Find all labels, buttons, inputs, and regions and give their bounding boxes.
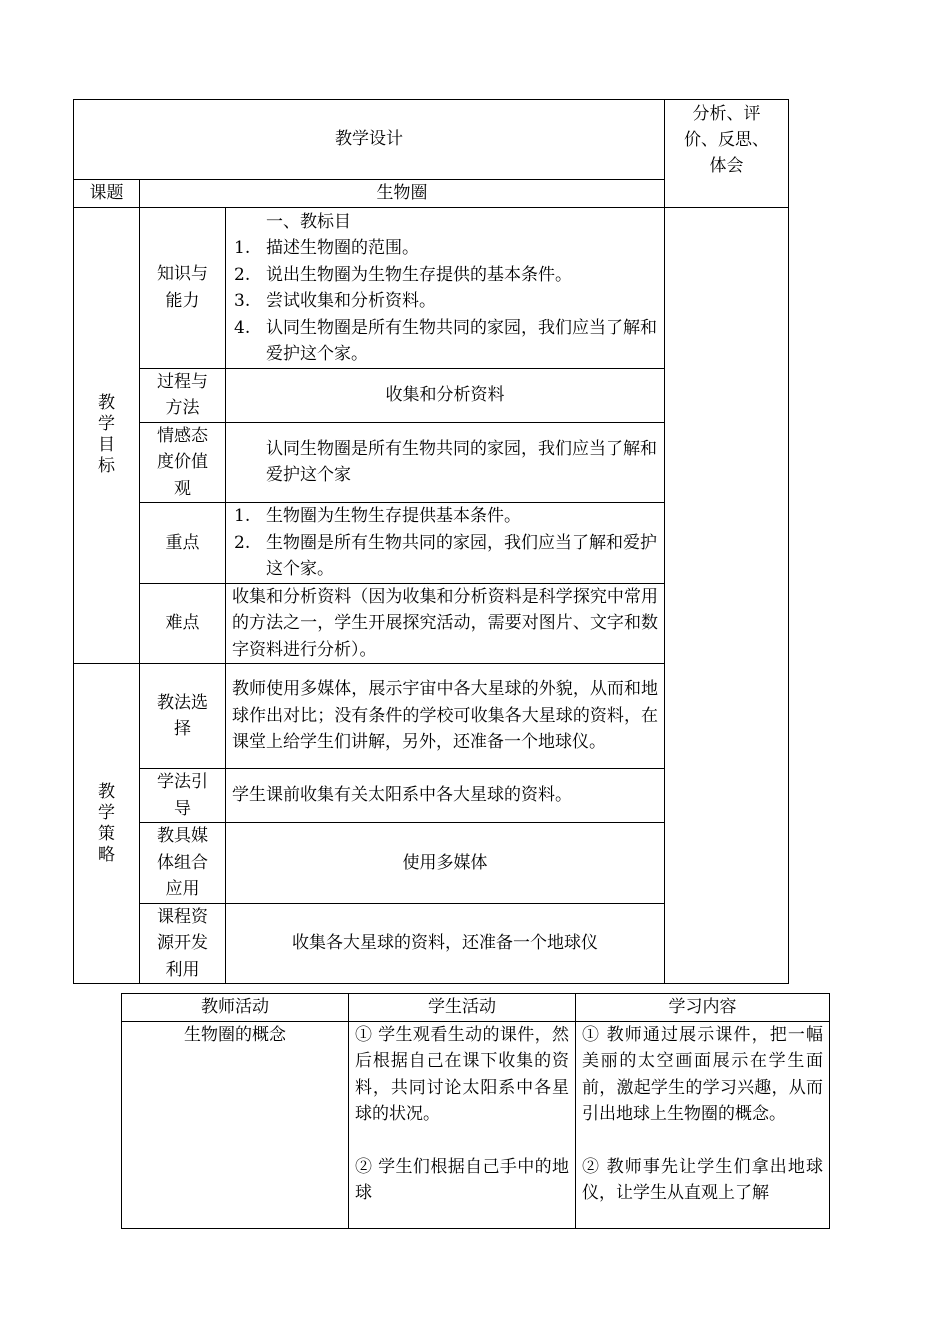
list-item: 2. 生物圈是所有生物共同的家园，我们应当了解和爱护这个家。 bbox=[234, 532, 657, 579]
list-item: 3. 尝试收集和分析资料。 bbox=[234, 291, 436, 311]
strategy-label: 教 学 策 略 bbox=[74, 664, 140, 984]
goals-label: 教 学 目 标 bbox=[74, 207, 140, 664]
key-points-content bbox=[226, 503, 665, 584]
learning-content-2: ② 教师事先让学生们拿出地球仪，让学生从直观上了解 bbox=[582, 1156, 823, 1203]
analysis-header: 分析、评 价、反思、 体会 bbox=[665, 100, 789, 208]
list-item: 2. 说出生物圈为生物生存提供的基本条件。 bbox=[234, 264, 572, 285]
analysis-column bbox=[665, 207, 789, 984]
list-item: 1. 描述生物圈的范围。 bbox=[234, 238, 419, 258]
method-label: 教法选 择 bbox=[140, 664, 226, 769]
study-guide-content: 学生课前收集有关太阳系中各大星球的资料。 bbox=[226, 769, 665, 823]
activity-table bbox=[121, 993, 830, 1229]
resources-content: 收集各大星球的资料，还准备一个地球仪 bbox=[226, 903, 665, 984]
student-activity-header: 学生活动 bbox=[349, 994, 576, 1022]
key-points-label: 重点 bbox=[140, 503, 226, 584]
list-item: 4. 认同生物圈是所有生物共同的家园，我们应当了解和爱护这个家。 bbox=[234, 317, 657, 364]
knowledge-label: 知识与 能力 bbox=[140, 207, 226, 368]
media-content: 使用多媒体 bbox=[226, 823, 665, 904]
difficulty-label: 难点 bbox=[140, 583, 226, 664]
student-activity-2: ② 学生们根据自己手中的地球 bbox=[355, 1156, 569, 1203]
knowledge-content bbox=[226, 207, 665, 368]
difficulty-content: 收集和分析资料（因为收集和分析资料是科学探究中常用的方法之一，学生开展探究活动，需要对图片、文字和数字资料进行分析）。 bbox=[226, 583, 665, 664]
study-guide-label: 学法引 导 bbox=[140, 769, 226, 823]
method-content: 教师使用多媒体，展示宇宙中各大星球的外貌，从而和地球作出对比；没有条件的学校可收集各大星球的资料，在课堂上给学生们讲解，另外，还准备一个地球仪。 bbox=[226, 664, 665, 769]
design-title: 教学设计 bbox=[74, 100, 665, 180]
process-label: 过程与 方法 bbox=[140, 368, 226, 422]
emotion-label: 情感态 度价值 观 bbox=[140, 422, 226, 503]
emotion-content: 认同生物圈是所有生物共同的家园，我们应当了解和爱护这个家 bbox=[226, 422, 665, 503]
knowledge-heading: 一、教标目 bbox=[266, 211, 351, 232]
topic-label: 课题 bbox=[74, 180, 140, 208]
media-label: 教具媒 体组合 应用 bbox=[140, 823, 226, 904]
learning-content-1: ① 教师通过展示课件，把一幅美丽的太空画面展示在学生面前，激起学生的学习兴趣，从而引出地球上生物圈的概念。 bbox=[582, 1024, 823, 1124]
topic-value: 生物圈 bbox=[140, 180, 665, 208]
student-activity-cell bbox=[349, 1021, 576, 1228]
learning-content-header: 学习内容 bbox=[576, 994, 830, 1022]
list-item: 1. 生物圈为生物生存提供基本条件。 bbox=[234, 506, 521, 526]
process-content: 收集和分析资料 bbox=[226, 368, 665, 422]
resources-label: 课程资 源开发 利用 bbox=[140, 903, 226, 984]
teacher-activity-header: 教师活动 bbox=[122, 994, 349, 1022]
student-activity-1: ① 学生观看生动的课件，然后根据自己在课下收集的资料，共同讨论太阳系中各星球的状况。 bbox=[355, 1024, 569, 1124]
teacher-activity-cell: 生物圈的概念 bbox=[122, 1021, 349, 1228]
teaching-design-table bbox=[73, 99, 789, 984]
learning-content-cell bbox=[576, 1021, 830, 1228]
